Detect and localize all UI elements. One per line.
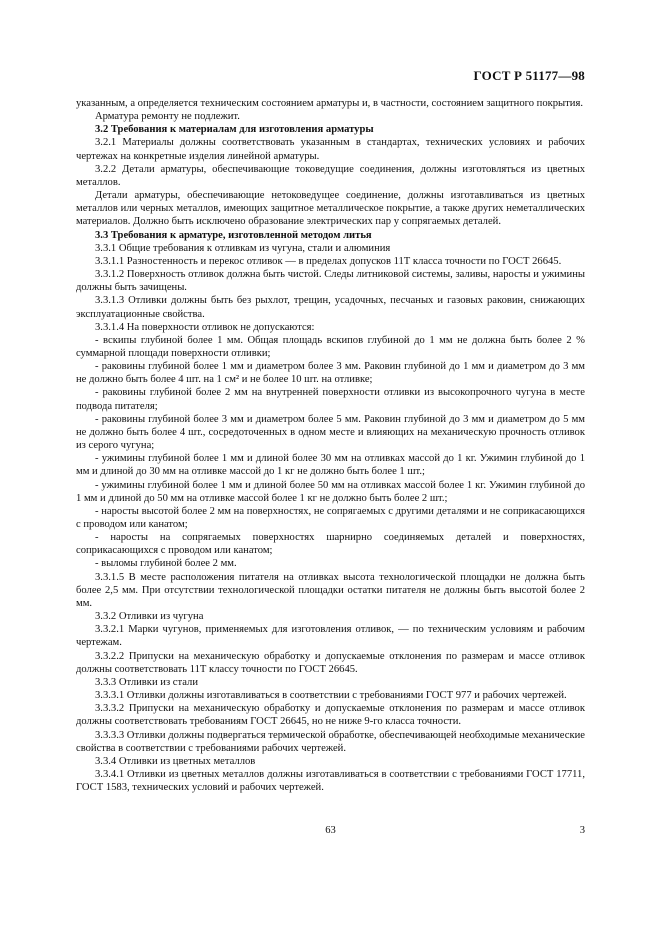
paragraph: 3.3.3.2 Припуски на механическую обработку и допускаемые отклонения по размерам и массе отливок должны соответствовать требованиям ГОСТ 26645, но не ниже 9-го класса точности. <box>76 703 585 728</box>
list-item: - наросты на сопрягаемых поверхностях шарнирно соединяемых деталей и поверхностях, соприкасающихся с проводом или канатом; <box>76 532 585 557</box>
list-item: - наросты высотой более 2 мм на поверхностях, не сопрягаемых с другими деталями и не соприкасающихся с проводом или канатом; <box>76 505 585 530</box>
paragraph: 3.3.1.2 Поверхность отливок должна быть чистой. Следы литниковой системы, заливы, наросты и ужимины должны быть зачищены. <box>76 269 585 294</box>
section-heading: 3.3 Требования к арматуре, изготовленной методом литья <box>95 229 372 241</box>
page-number: 63 <box>325 825 336 836</box>
paragraph: 3.3.1.1 Разностенность и перекос отливок — в пределах допусков 11Т класса точности по ГОСТ 26645. <box>95 255 562 267</box>
paragraph: 3.3.1 Общие требования к отливкам из чугуна, стали и алюминия <box>95 242 391 254</box>
paragraph: 3.3.4.1 Отливки из цветных металлов должны изготавливаться в соответствии с требованиями ГОСТ 17711, ГОСТ 1583, технических условий и рабочих чертежей. <box>76 768 585 794</box>
paragraph: Детали арматуры, обеспечивающие нетоковедущее соединение, должны изготавливаться из цветных металлов или черных металлов, имеющих защитное металлическое покрытие, а также других неметаллических материалов. Должно быть исключено образование электрических пар у сопрягаемых деталей. <box>76 190 585 228</box>
paragraph: 3.3.2.2 Припуски на механическую обработку и допускаемые отклонения по размерам и массе отливок должны соответствовать 11Т классу точности по ГОСТ 26645. <box>76 650 585 675</box>
paragraph: 3.3.3.3 Отливки должны подвергаться термической обработке, обеспечивающей необходимые механические свойства в соответствии с требованиями рабочих чертежей. <box>76 729 585 754</box>
subsection-heading: 3.3.3 Отливки из стали <box>95 676 198 688</box>
list-item: - раковины глубиной более 1 мм и диаметром более 3 мм. Раковин глубиной до 1 мм и диаметром до 3 мм не должно быть более 4 шт. на 1 см² и не более 10 шт. на отливке; <box>76 361 585 386</box>
paragraph: 3.2.1 Материалы должны соответствовать указанным в стандартах, технических условиях и рабочих чертежах на конкретные изделия линейной арматуры. <box>76 137 585 162</box>
list-item: - выломы глубиной более 2 мм. <box>95 558 237 570</box>
paragraph: 3.3.1.4 На поверхности отливок не допускаются: <box>95 321 315 333</box>
subsection-heading: 3.3.4 Отливки из цветных металлов <box>95 755 256 767</box>
paragraph: 3.2.2 Детали арматуры, обеспечивающие токоведущие соединения, должны изготовляться из цветных металлов. <box>76 163 585 188</box>
document-header: ГОСТ Р 51177—98 <box>473 68 585 83</box>
paragraph: 3.3.1.3 Отливки должны быть без рыхлот, трещин, усадочных, песчаных и газовых раковин, снижающих эксплуатационные свойства. <box>76 295 585 320</box>
list-item: - раковины глубиной более 3 мм и диаметром более 5 мм. Раковин глубиной до 3 мм и диаметром до 5 мм не должно быть более 4 шт., сосредоточенных в одном месте и влияющих на механическую прочность отливок из серого чугуна; <box>76 413 585 452</box>
document-body <box>76 97 585 794</box>
paragraph: указанным, а определяется техническим состоянием арматуры и, в частности, состоянием защитного покрытия. <box>76 98 583 109</box>
list-item: - ужимины глубиной более 1 мм и длиной более 50 мм на отливках массой более 1 кг. Ужимин глубиной до 1 мм и длиной до 50 мм на отливке массой более 1 кг не должно быть более 2 шт.; <box>76 479 585 504</box>
list-item: - вскипы глубиной более 1 мм. Общая площадь вскипов глубиной до 1 мм не должна быть более 2 % суммарной площади поверхности отливки; <box>76 334 585 359</box>
section-heading: 3.2 Требования к материалам для изготовления арматуры <box>95 124 374 136</box>
list-item: - раковины глубиной более 2 мм на внутренней поверхности отливки из высокопрочного чугуна в месте подвода питателя; <box>76 387 585 412</box>
paragraph: Арматура ремонту не подлежит. <box>95 111 240 123</box>
sheet-number: 3 <box>579 825 585 836</box>
subsection-heading: 3.3.2 Отливки из чугуна <box>95 611 204 623</box>
paragraph: 3.3.1.5 В месте расположения питателя на отливках высота технологической площадки не должна быть более 2,5 мм. При отсутствии технологической площадки остатки питателя не должны быть высотой более 2 мм. <box>76 571 585 609</box>
paragraph: 3.3.2.1 Марки чугунов, применяемых для изготовления отливок, — по техническим условиям и рабочим чертежам. <box>76 624 585 649</box>
paragraph: 3.3.3.1 Отливки должны изготавливаться в соответствии с требованиями ГОСТ 977 и рабочих чертежей. <box>95 690 567 702</box>
list-item: - ужимины глубиной более 1 мм и длиной более 30 мм на отливках массой до 1 кг. Ужимин глубиной до 1 мм и длиной до 30 мм на отливке массой до 1 кг не должно быть более 1 шт.; <box>76 453 585 478</box>
